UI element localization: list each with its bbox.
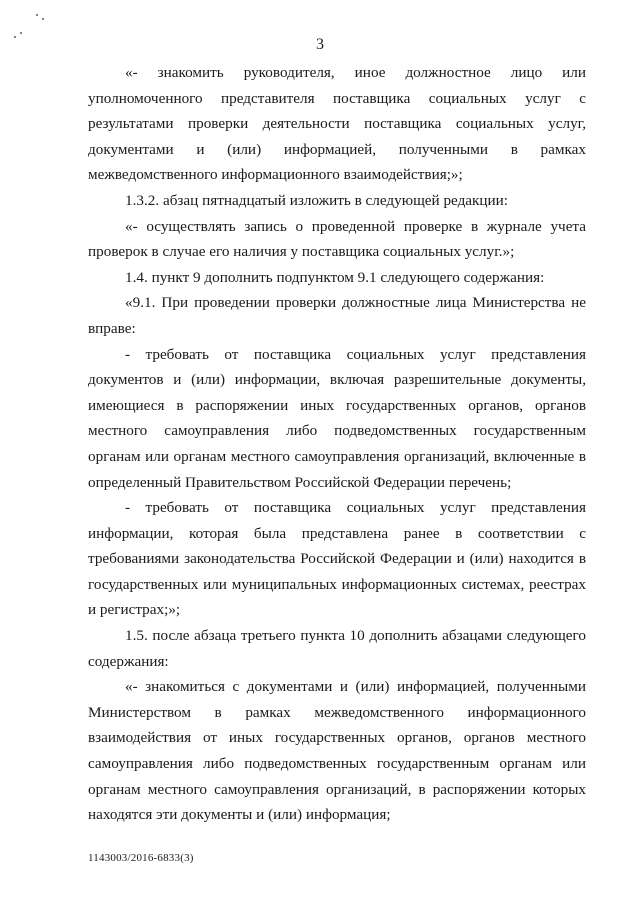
paragraph: «- знакомиться с документами и (или) информацией, полученными Министерством в рамках межведомственного информационного взаимодействия от иных государственных органов, органов местного самоуправления либо подведомственных государственным органам или органам местного самоуправления организаций, в распоряжении которых находятся эти документы и (или) информация;	[88, 678, 586, 824]
paragraph: 1.4. пункт 9 дополнить подпунктом 9.1 следующего содержания:	[125, 268, 545, 286]
document-body	[88, 60, 586, 828]
paragraph: «- осуществлять запись о проведенной проверке в журнале учета проверок в случае его наличия у поставщика социальных услуг.»;	[88, 217, 586, 261]
scan-speck	[42, 18, 44, 20]
document-code: 1143003/2016-6833(3)	[88, 852, 194, 864]
paragraph: - требовать от поставщика социальных услуг представления информации, которая была представлена ранее в соответствии с требованиями законодательства Российской Федерации и (или) находится в государственных или муниципальных информационных системах, реестрах и регистрах;»;	[88, 499, 586, 619]
scan-speck	[36, 14, 38, 16]
page-number: 3	[316, 36, 324, 53]
paragraph: «9.1. При проведении проверки должностные лица Министерства не вправе:	[88, 294, 586, 337]
scan-speck	[20, 32, 22, 34]
paragraph: 1.3.2. абзац пятнадцатый изложить в следующей редакции:	[125, 191, 509, 209]
paragraph: - требовать от поставщика социальных услуг представления документов и (или) информации, включая разрешительные документы, имеющиеся в распоряжении иных государственных органов, органов местного самоуправления либо подведомственных государственным органам или органам местного самоуправления организаций, включенные в определенный Правительством Российской Федерации перечень;	[88, 345, 586, 491]
paragraph: «- знакомить руководителя, иное должностное лицо или уполномоченного представителя поставщика социальных услуг с результатами проверки деятельности поставщика социальных услуг, документами и (или) информацией, полученными в рамках межведомственного информационного взаимодействия;»;	[88, 64, 586, 184]
paragraph: 1.5. после абзаца третьего пункта 10 дополнить абзацами следующего содержания:	[88, 627, 586, 670]
